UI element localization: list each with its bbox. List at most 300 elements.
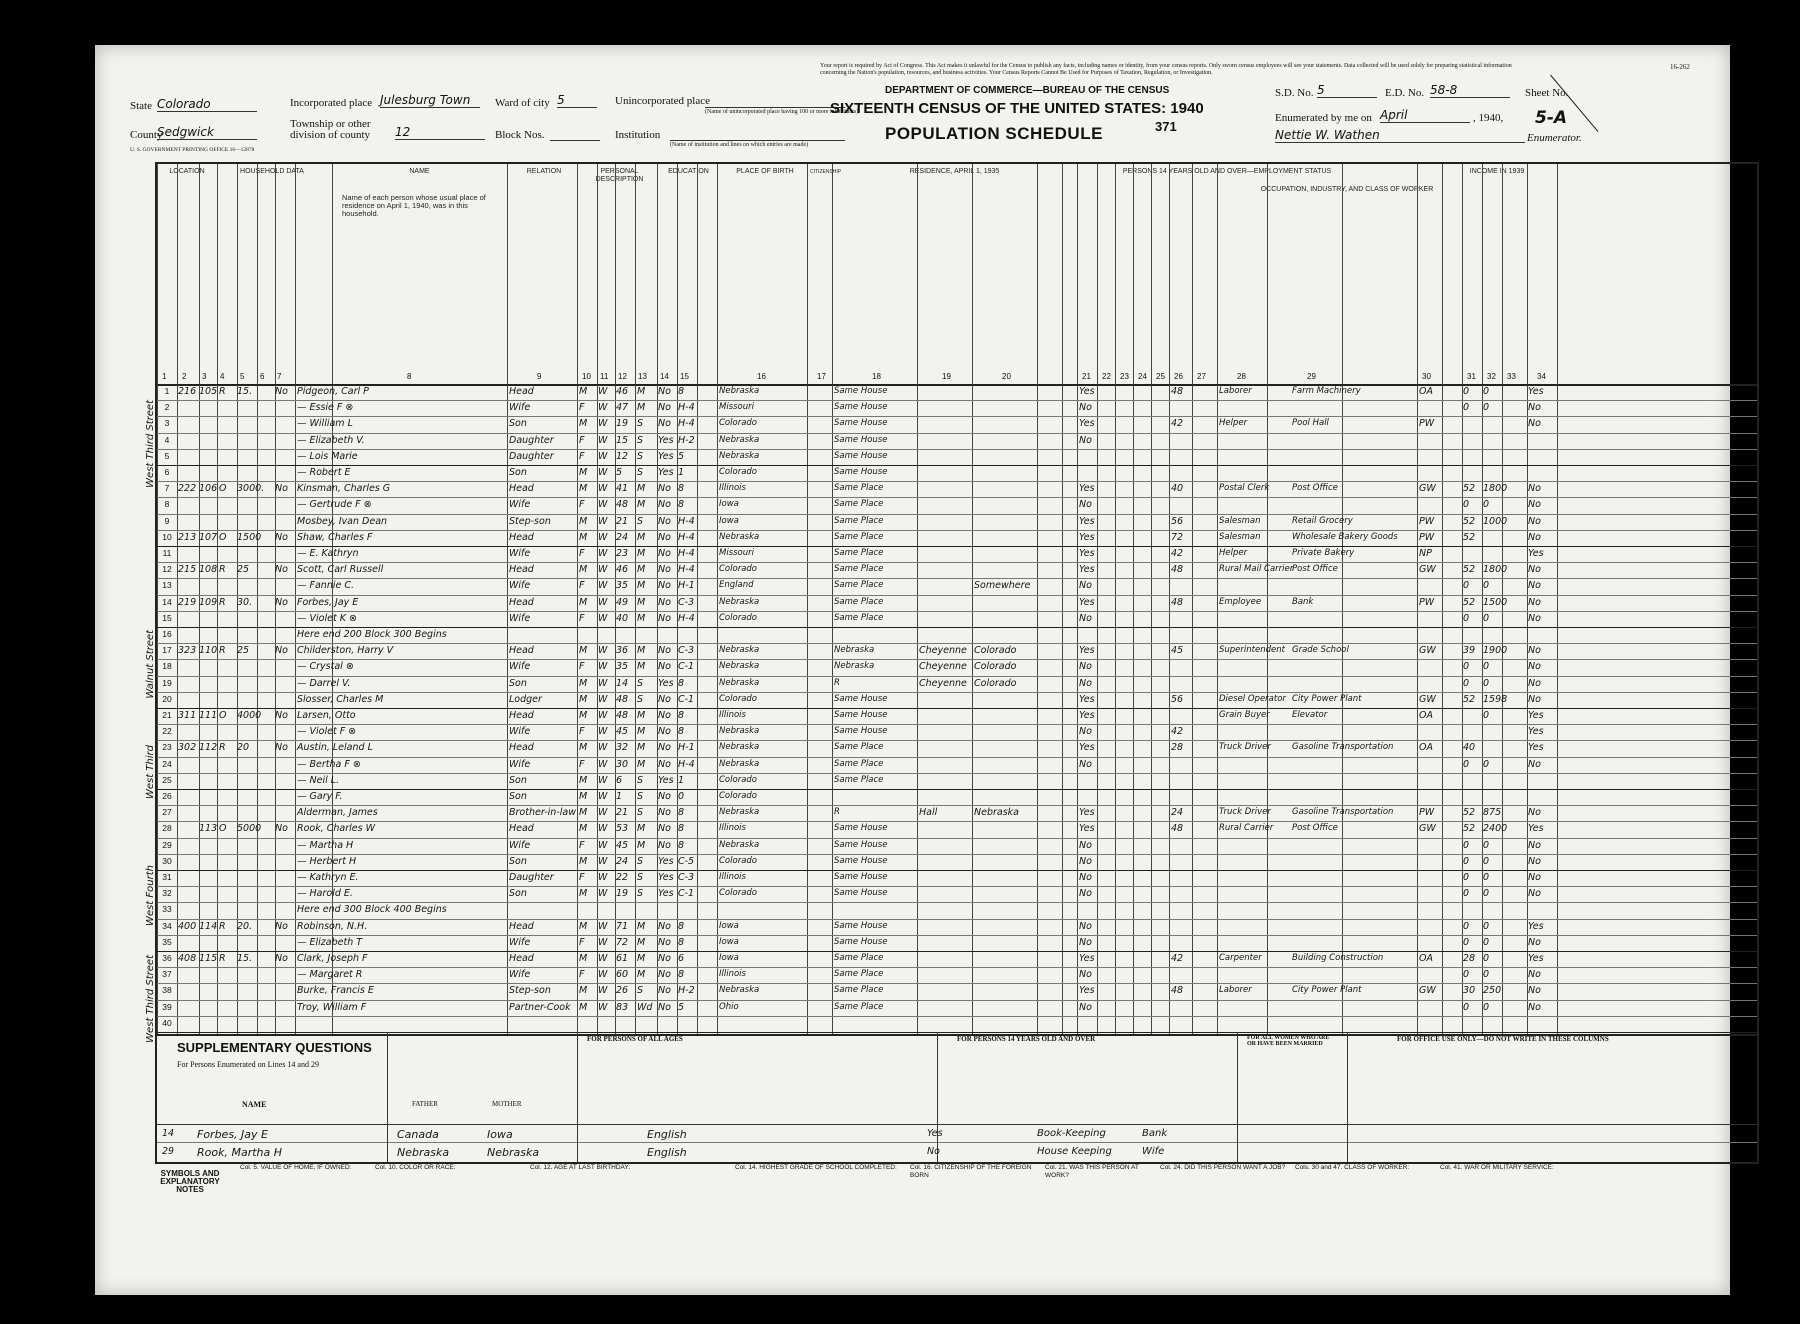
weeks-worked: 0 — [1463, 402, 1470, 414]
relation: Wife — [509, 758, 531, 770]
supp-occupation-29: House Keeping — [1037, 1146, 1112, 1157]
income: 0 — [1483, 499, 1490, 511]
column-rule — [1097, 164, 1098, 1034]
marital-status: M — [637, 596, 646, 608]
column-number: 12 — [618, 372, 627, 381]
sex: M — [579, 596, 588, 608]
birthplace: Iowa — [719, 953, 739, 963]
age: 61 — [616, 953, 629, 964]
income: 1500 — [1483, 596, 1508, 608]
row-rule — [157, 643, 1757, 644]
line-number: 11 — [162, 548, 172, 558]
age: 48 — [616, 710, 629, 721]
notes-col41: Col. 41. WAR OR MILITARY SERVICE: — [1440, 1164, 1554, 1171]
race: W — [598, 726, 608, 738]
column-number: 15 — [680, 372, 689, 381]
column-number: 17 — [817, 372, 826, 381]
relation: Son — [509, 888, 527, 900]
at-work: Yes — [1079, 564, 1095, 576]
tenure: R — [219, 386, 226, 397]
occupation: Truck Driver — [1219, 807, 1271, 818]
group-household: HOUSEHOLD DATA — [240, 168, 304, 175]
marital-status: M — [637, 564, 646, 576]
person-name: Scott, Carl Russell — [297, 564, 384, 576]
at-work: No — [1079, 839, 1092, 851]
residence-1935: Same Place — [834, 580, 884, 591]
row-rule — [157, 951, 1757, 952]
birthplace: Iowa — [719, 920, 739, 931]
residence-1935: Same Place — [834, 1001, 884, 1012]
residence-1935: Same House — [834, 872, 888, 882]
population-grid — [155, 162, 1759, 1036]
marital-status: S — [637, 855, 644, 867]
race: W — [598, 774, 608, 786]
line-number: 12 — [162, 564, 172, 575]
other-income: No — [1528, 580, 1541, 592]
tenure: R — [219, 596, 226, 608]
sex: M — [579, 564, 588, 576]
age: 26 — [616, 985, 629, 997]
visit-number: 111 — [199, 710, 218, 721]
sex: M — [579, 677, 588, 689]
school-attendance: No — [658, 483, 671, 495]
industry: Retail Grocery — [1292, 515, 1353, 526]
industry: City Power Plant — [1292, 985, 1362, 996]
hours-worked: 48 — [1171, 596, 1184, 608]
class-of-worker: PW — [1419, 531, 1435, 543]
hours-worked: 42 — [1171, 418, 1184, 430]
occupation: Rural Carrier — [1219, 823, 1274, 834]
other-income: No — [1528, 612, 1541, 624]
other-income: No — [1528, 402, 1541, 414]
person-name: Mosbey, Ivan Dean — [297, 515, 388, 527]
weeks-worked: 0 — [1463, 969, 1470, 981]
income: 1598 — [1483, 693, 1508, 705]
race: W — [598, 758, 608, 770]
supp-col-line — [937, 1032, 938, 1162]
race: W — [598, 920, 608, 932]
birthplace: Colorado — [719, 855, 757, 866]
sd-label: S.D. No. — [1275, 87, 1314, 99]
relation: Wife — [509, 839, 531, 851]
other-income: Yes — [1528, 920, 1544, 932]
column-number: 14 — [660, 372, 669, 381]
birthplace: Nebraska — [719, 985, 760, 996]
marital-status: M — [637, 531, 646, 543]
at-work: No — [1079, 402, 1092, 414]
income: 0 — [1483, 677, 1490, 689]
income: 0 — [1483, 953, 1490, 964]
page-number: 371 — [1155, 119, 1177, 134]
relation: Partner-Cook — [509, 1001, 571, 1013]
supp-occupation-14: Book-Keeping — [1037, 1128, 1106, 1139]
name-instructions: Name of each person whose usual place of residence on April 1, 1940, was in this household. — [342, 193, 486, 218]
supp-father-29: Nebraska — [397, 1146, 450, 1159]
relation: Head — [509, 386, 534, 397]
sex: F — [579, 548, 585, 559]
industry: Post Office — [1292, 564, 1338, 575]
line-number: 19 — [162, 677, 172, 688]
grade-completed: 6 — [678, 953, 685, 964]
grade-completed: 8 — [678, 499, 685, 511]
income: 0 — [1483, 758, 1490, 770]
tenure: O — [219, 483, 227, 495]
column-rule — [697, 164, 698, 1034]
other-income: No — [1528, 661, 1541, 673]
line-number: 14 — [162, 596, 172, 607]
farm-flag: No — [275, 386, 288, 397]
marital-status: M — [637, 710, 646, 721]
person-name: Larsen, Otto — [297, 710, 356, 721]
column-number: 4 — [220, 372, 225, 381]
at-work: No — [1079, 499, 1092, 511]
weeks-worked: 30 — [1463, 985, 1476, 997]
age: 46 — [616, 386, 629, 397]
age: 5 — [616, 467, 623, 478]
row-rule — [157, 805, 1757, 806]
street-annotation-4: West Fourth — [145, 865, 156, 926]
grade-completed: 8 — [678, 920, 685, 932]
at-work: Yes — [1079, 953, 1095, 964]
industry: Post Office — [1292, 483, 1338, 494]
relation: Wife — [509, 936, 531, 948]
hours-worked: 72 — [1171, 531, 1184, 543]
column-number: 16 — [757, 372, 766, 381]
class-of-worker: PW — [1419, 596, 1435, 608]
birthplace: Missouri — [719, 548, 754, 558]
house-number: 400 — [178, 920, 197, 932]
age: 14 — [616, 677, 629, 689]
school-attendance: No — [658, 823, 671, 835]
school-attendance: No — [658, 710, 671, 721]
grade-completed: 1 — [678, 774, 685, 786]
column-rule — [1169, 164, 1170, 1034]
residence-1935: R — [834, 677, 840, 688]
marital-status: M — [637, 402, 646, 414]
grade-completed: 0 — [678, 791, 685, 802]
birthplace: Nebraska — [719, 661, 760, 672]
person-name: — Herbert H — [297, 855, 357, 867]
person-name: — Gertrude F ⊗ — [297, 499, 372, 511]
house-number: 222 — [178, 483, 197, 495]
farm-flag: No — [275, 596, 288, 608]
birthplace: Illinois — [719, 823, 746, 834]
column-rule — [1192, 164, 1193, 1034]
residence-1935: Same House — [834, 855, 888, 866]
residence-1935: Same House — [834, 726, 888, 737]
sex: F — [579, 936, 585, 948]
age: 60 — [616, 969, 629, 981]
line-number: 18 — [162, 661, 172, 672]
sex: M — [579, 418, 588, 430]
weeks-worked: 0 — [1463, 839, 1470, 851]
grade-completed: 8 — [678, 710, 685, 721]
race: W — [598, 693, 608, 705]
occupation: Postal Clerk — [1219, 483, 1270, 494]
birthplace: Nebraska — [719, 645, 760, 656]
county-label: County — [130, 129, 163, 141]
income: 0 — [1483, 872, 1490, 883]
supp-industry-29: Wife — [1142, 1146, 1165, 1157]
line-number: 6 — [164, 467, 170, 477]
other-income: No — [1528, 969, 1541, 981]
street-annotation-3: West Third — [145, 745, 156, 800]
residence-1935: Same House — [834, 386, 888, 396]
person-name: Here end 300 Block 400 Begins — [297, 904, 447, 916]
marital-status: M — [637, 936, 646, 948]
at-work: No — [1079, 1001, 1092, 1013]
at-work: Yes — [1079, 645, 1095, 657]
row-rule — [157, 546, 1757, 547]
class-of-worker: PW — [1419, 807, 1435, 819]
weeks-worked: 0 — [1463, 1001, 1470, 1013]
residence-1935: Same House — [834, 434, 888, 445]
house-number: 215 — [178, 564, 197, 576]
unincorporated-note: (Name of unincorporated place having 100 or more inhabitants) — [705, 109, 859, 115]
sex: M — [579, 645, 588, 657]
home-value: 15. — [237, 386, 253, 397]
birthplace: Illinois — [719, 483, 746, 494]
visit-number: 108 — [199, 564, 218, 576]
race: W — [598, 467, 608, 478]
enumerator-label: Enumerator. — [1527, 132, 1582, 144]
age: 46 — [616, 564, 629, 576]
column-number: 25 — [1156, 372, 1165, 381]
industry: Bank — [1292, 596, 1314, 607]
grade-completed: H-4 — [678, 758, 695, 770]
hours-worked: 24 — [1171, 807, 1184, 819]
farm-flag: No — [275, 564, 288, 576]
at-work: Yes — [1079, 418, 1095, 430]
school-attendance: No — [658, 985, 671, 997]
marital-status: Wd — [637, 1001, 653, 1013]
income: 1000 — [1483, 515, 1508, 527]
income: 0 — [1483, 580, 1490, 592]
column-number: 24 — [1138, 372, 1147, 381]
age: 30 — [616, 758, 629, 770]
relation: Head — [509, 483, 534, 495]
marital-status: M — [637, 548, 646, 559]
relation: Head — [509, 953, 534, 964]
row-rule — [157, 821, 1757, 822]
sex: M — [579, 515, 588, 527]
grade-completed: 5 — [678, 1001, 685, 1013]
home-value: 20. — [237, 920, 253, 932]
hours-worked: 45 — [1171, 645, 1184, 657]
year-suffix: , 1940, — [1473, 112, 1504, 124]
row-rule — [157, 983, 1757, 984]
person-name: — Robert E — [297, 467, 351, 478]
school-attendance: No — [658, 580, 671, 592]
county-1935: Cheyenne — [919, 661, 967, 673]
grade-completed: H-4 — [678, 418, 695, 430]
school-attendance: Yes — [658, 467, 674, 478]
column-number: 3 — [202, 372, 207, 381]
weeks-worked: 0 — [1463, 855, 1470, 867]
state-1935: Colorado — [974, 661, 1017, 673]
at-work: Yes — [1079, 548, 1095, 559]
sex: F — [579, 434, 585, 446]
residence-1935: Same House — [834, 418, 888, 429]
weeks-worked: 52 — [1463, 807, 1476, 819]
marital-status: M — [637, 839, 646, 851]
marital-status: S — [637, 418, 644, 430]
institution-line — [670, 140, 845, 141]
column-rule — [1217, 164, 1218, 1034]
other-income: No — [1528, 855, 1541, 867]
grade-completed: C-5 — [678, 855, 695, 867]
weeks-worked: 28 — [1463, 953, 1476, 964]
residence-1935: Same Place — [834, 969, 884, 980]
race: W — [598, 791, 608, 802]
line-number: 28 — [162, 823, 172, 834]
supp-tongue-14: English — [647, 1128, 687, 1141]
school-attendance: No — [658, 758, 671, 770]
school-attendance: No — [658, 936, 671, 948]
column-rule — [1342, 164, 1343, 1034]
hours-worked: 56 — [1171, 693, 1184, 705]
age: 12 — [616, 450, 629, 462]
relation: Daughter — [509, 872, 554, 883]
residence-1935: Same House — [834, 920, 888, 931]
row-rule — [157, 838, 1757, 839]
row-rule — [157, 724, 1757, 725]
school-attendance: No — [658, 402, 671, 414]
occupation: Laborer — [1219, 985, 1252, 996]
notes-col14: Col. 14. HIGHEST GRADE OF SCHOOL COMPLETED: — [735, 1164, 897, 1171]
hours-worked: 48 — [1171, 823, 1184, 835]
line-number: 8 — [164, 499, 170, 510]
hours-worked: 42 — [1171, 548, 1184, 559]
tenure: R — [219, 920, 226, 932]
person-name: Pidgeon, Carl P — [297, 386, 369, 397]
column-rule — [257, 164, 258, 1034]
age: 71 — [616, 920, 629, 932]
column-number: 26 — [1174, 372, 1183, 381]
age: 22 — [616, 872, 629, 883]
residence-1935: Same House — [834, 710, 888, 720]
supp-ss-14: Yes — [927, 1128, 943, 1139]
row-rule — [157, 384, 1757, 385]
notes-col24: Col. 24. DID THIS PERSON WANT A JOB? — [1160, 1164, 1286, 1171]
at-work: Yes — [1079, 693, 1095, 705]
line-number: 26 — [162, 791, 172, 801]
sex: M — [579, 888, 588, 900]
income: 0 — [1483, 1001, 1490, 1013]
industry: City Power Plant — [1292, 693, 1362, 704]
supp-line-14: 14 — [162, 1128, 175, 1139]
relation: Wife — [509, 726, 531, 738]
row-rule — [157, 708, 1757, 709]
birthplace: Nebraska — [719, 450, 760, 461]
gpo-imprint: U. S. GOVERNMENT PRINTING OFFICE 16—12878 — [130, 147, 255, 153]
occupation: Truck Driver — [1219, 742, 1271, 753]
line-number: 35 — [162, 936, 172, 947]
line-number: 13 — [162, 580, 172, 591]
other-income: No — [1528, 758, 1541, 770]
other-income: No — [1528, 693, 1541, 705]
residence-1935: Same Place — [834, 564, 884, 575]
grade-completed: 5 — [678, 450, 685, 462]
grade-completed: 8 — [678, 677, 685, 689]
sex: M — [579, 483, 588, 495]
race: W — [598, 855, 608, 867]
race: W — [598, 710, 608, 721]
row-rule — [157, 578, 1757, 579]
row-rule — [157, 433, 1757, 434]
income: 0 — [1483, 920, 1490, 932]
residence-1935: Same House — [834, 823, 888, 834]
state-1935: Colorado — [974, 677, 1017, 689]
school-attendance: No — [658, 386, 671, 397]
relation: Wife — [509, 402, 531, 414]
weeks-worked: 0 — [1463, 888, 1470, 900]
farm-flag: No — [275, 483, 288, 495]
grade-completed: H-1 — [678, 580, 695, 592]
relation: Step-son — [509, 515, 551, 527]
residence-1935: Same Place — [834, 596, 884, 607]
block-value-line — [550, 140, 600, 141]
supp-father-col: FATHER — [412, 1100, 438, 1108]
age: 32 — [616, 742, 629, 754]
group-citizenship: CITIZENSHIP — [810, 169, 842, 175]
line-number: 25 — [162, 774, 172, 785]
age: 24 — [616, 531, 629, 543]
grade-completed: 8 — [678, 823, 685, 835]
school-attendance: No — [658, 499, 671, 511]
race: W — [598, 807, 608, 819]
residence-1935: Same House — [834, 936, 888, 947]
schedule-title: POPULATION SCHEDULE — [885, 124, 1103, 143]
sex: M — [579, 985, 588, 997]
home-value: 3000. — [237, 483, 265, 495]
person-name: Austin, Leland L — [297, 742, 373, 754]
weeks-worked: 52 — [1463, 823, 1476, 835]
hours-worked: 48 — [1171, 564, 1184, 576]
line-number: 15 — [162, 612, 172, 623]
column-number: 30 — [1422, 372, 1431, 381]
residence-1935: Same Place — [834, 953, 884, 963]
school-attendance: Yes — [658, 677, 674, 689]
supp-all-ages: FOR PERSONS OF ALL AGES — [587, 1035, 683, 1043]
house-number: 311 — [178, 710, 197, 721]
line-number: 10 — [162, 531, 172, 542]
birthplace: Colorado — [719, 888, 757, 899]
school-attendance: Yes — [658, 872, 674, 883]
race: W — [598, 580, 608, 592]
industry: Gasoline Transportation — [1292, 742, 1394, 753]
sex: M — [579, 953, 588, 964]
person-name: Troy, William F — [297, 1001, 367, 1013]
age: 72 — [616, 936, 629, 948]
birthplace: Iowa — [719, 936, 739, 947]
column-rule — [1442, 164, 1443, 1034]
school-attendance: No — [658, 548, 671, 559]
row-rule — [157, 627, 1757, 628]
row-rule — [157, 481, 1757, 482]
visit-number: 115 — [199, 953, 218, 964]
at-work: No — [1079, 580, 1092, 592]
sex: M — [579, 710, 588, 721]
sex: F — [579, 612, 585, 624]
birthplace: Colorado — [719, 693, 757, 704]
township-label: Township or other division of county — [290, 118, 371, 141]
weeks-worked: 39 — [1463, 645, 1476, 657]
race: W — [598, 483, 608, 495]
weeks-worked: 52 — [1463, 531, 1476, 543]
other-income: Yes — [1528, 386, 1544, 397]
birthplace: England — [719, 580, 754, 591]
